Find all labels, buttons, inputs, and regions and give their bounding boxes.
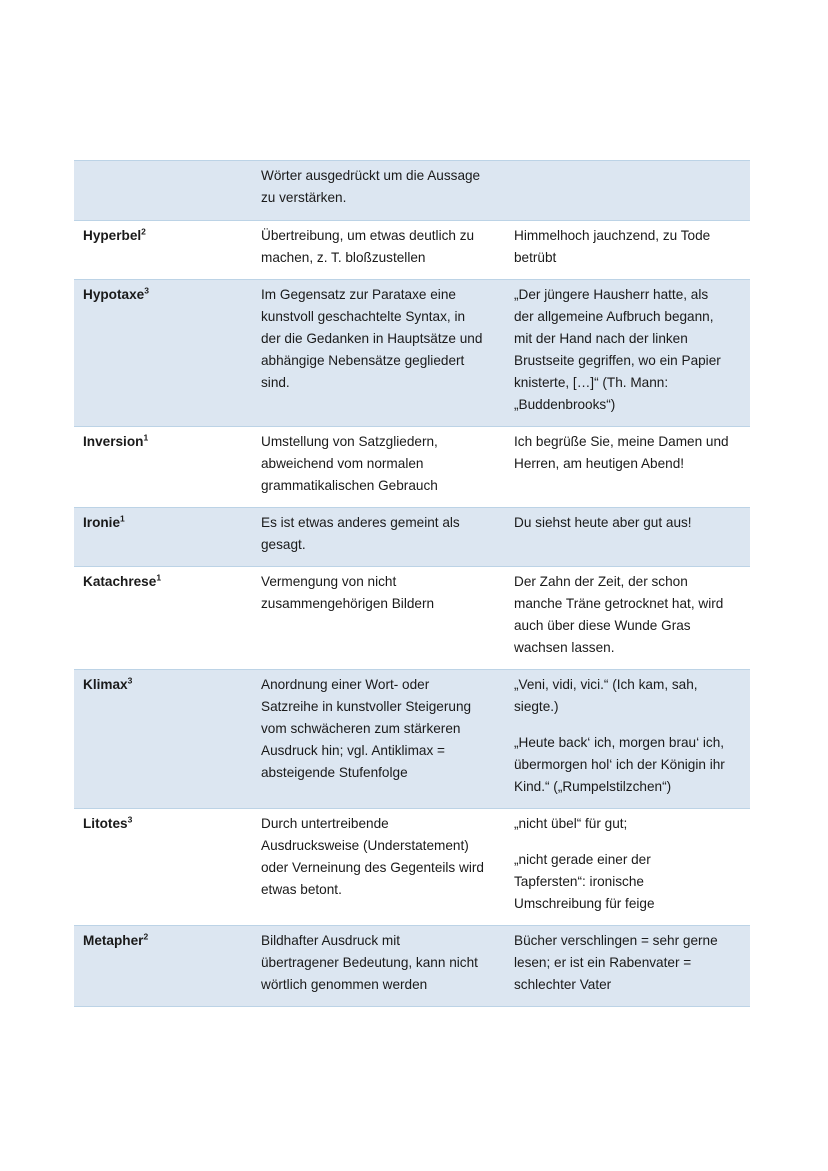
stilmittel-table xyxy=(74,160,750,1007)
definition-text: Vermengung von nicht zusammengehörigen Bildern xyxy=(261,574,435,611)
table-row xyxy=(74,161,750,221)
example-text: Himmelhoch jauchzend, zu Tode betrübt xyxy=(514,228,711,265)
table-row xyxy=(74,926,750,1007)
example-text: „nicht übel“ für gut; xyxy=(514,816,628,831)
definition-text: Bildhafter Ausdruck mit übertragener Bedeutung, kann nicht wörtlich genommen werden xyxy=(261,933,478,992)
example-text: „Veni, vidi, vici.“ (Ich kam, sah, siegte.) xyxy=(514,677,698,714)
definition-text: Es ist etwas anderes gemeint als gesagt. xyxy=(261,515,460,552)
term-name: Hypotaxe xyxy=(83,287,145,302)
table-row xyxy=(74,508,750,567)
term-cell xyxy=(74,670,253,808)
definition-text: Übertreibung, um etwas deutlich zu machen, z. T. bloßzustellen xyxy=(261,228,475,265)
example-text: Ich begrüße Sie, meine Damen und Herren, am heutigen Abend! xyxy=(514,434,729,471)
term-footnote-number: 2 xyxy=(143,931,149,942)
term-name: Litotes xyxy=(83,816,128,831)
definition-cell xyxy=(253,809,506,925)
term-cell xyxy=(74,809,253,925)
example-text: „nicht gerade einer der Tapfersten“: ironische Umschreibung für feige xyxy=(514,852,655,911)
table-row xyxy=(74,280,750,427)
example-text: „Heute back‘ ich, morgen brau‘ ich, übermorgen hol‘ ich der Königin ihr Kind.“ („Rumpelstilzchen“) xyxy=(514,735,725,794)
term-cell xyxy=(74,567,253,669)
table-row xyxy=(74,221,750,280)
table-row xyxy=(74,427,750,508)
term-footnote-number: 3 xyxy=(144,285,149,296)
term-cell xyxy=(74,161,253,220)
definition-cell xyxy=(253,427,506,507)
example-cell xyxy=(506,161,750,220)
example-text: Bücher verschlingen = sehr gerne lesen; er ist ein Rabenvater = schlechter Vater xyxy=(514,933,718,992)
term-name: Klimax xyxy=(83,677,128,692)
term-name: Hyperbel xyxy=(83,228,142,243)
definition-cell xyxy=(253,280,506,426)
term-cell xyxy=(74,280,253,426)
term-footnote-number: 1 xyxy=(143,432,149,443)
example-cell xyxy=(506,280,750,426)
example-text: Der Zahn der Zeit, der schon manche Träne getrocknet hat, wird auch über diese Wunde Gras wachsen lassen. xyxy=(514,574,724,655)
term-cell xyxy=(74,508,253,566)
term-name: Katachrese xyxy=(83,574,157,589)
term-footnote-number: 2 xyxy=(141,226,146,237)
term-cell xyxy=(74,427,253,507)
term-name: Metapher xyxy=(83,933,144,948)
definition-cell xyxy=(253,926,506,1006)
example-text: „Der jüngere Hausherr hatte, als der allgemeine Aufbruch begann, mit der Hand nach der linken Brustseite gegriffen, wo ein Papier knisterte, […]“ (Th. Mann: „Buddenbrooks“) xyxy=(514,287,721,412)
example-cell xyxy=(506,508,750,566)
term-cell xyxy=(74,926,253,1006)
definition-cell xyxy=(253,508,506,566)
example-text: Du siehst heute aber gut aus! xyxy=(514,515,692,530)
term-footnote-number: 3 xyxy=(127,814,133,825)
example-cell xyxy=(506,670,750,808)
table-row xyxy=(74,809,750,926)
definition-text: Durch untertreibende Ausdrucksweise (Understatement) oder Verneinung des Gegenteils wird etwas betont. xyxy=(261,816,484,897)
example-cell xyxy=(506,809,750,925)
example-cell xyxy=(506,926,750,1006)
definition-text: Anordnung einer Wort- oder Satzreihe in kunstvoller Steigerung vom schwächeren zum stärkeren Ausdruck hin; vgl. Antiklimax = absteigende Stufenfolge xyxy=(261,677,472,780)
example-cell xyxy=(506,567,750,669)
definition-cell xyxy=(253,670,506,808)
definition-text: Im Gegensatz zur Parataxe eine kunstvoll geschachtelte Syntax, in der die Gedanken in Hauptsätze und abhängige Nebensätze gegliedert sind. xyxy=(261,287,483,390)
definition-text: Wörter ausgedrückt um die Aussage zu verstärken. xyxy=(261,168,481,205)
term-name: Ironie xyxy=(83,515,121,530)
definition-cell xyxy=(253,161,506,220)
definition-cell xyxy=(253,567,506,669)
term-footnote-number: 1 xyxy=(120,513,125,524)
term-cell xyxy=(74,221,253,279)
table-row xyxy=(74,567,750,670)
table-row xyxy=(74,670,750,809)
term-footnote-number: 3 xyxy=(127,675,133,686)
example-cell xyxy=(506,221,750,279)
definition-cell xyxy=(253,221,506,279)
definition-text: Umstellung von Satzgliedern, abweichend vom normalen grammatikalischen Gebrauch xyxy=(261,434,438,493)
term-name: Inversion xyxy=(83,434,144,449)
example-cell xyxy=(506,427,750,507)
term-footnote-number: 1 xyxy=(156,572,162,583)
